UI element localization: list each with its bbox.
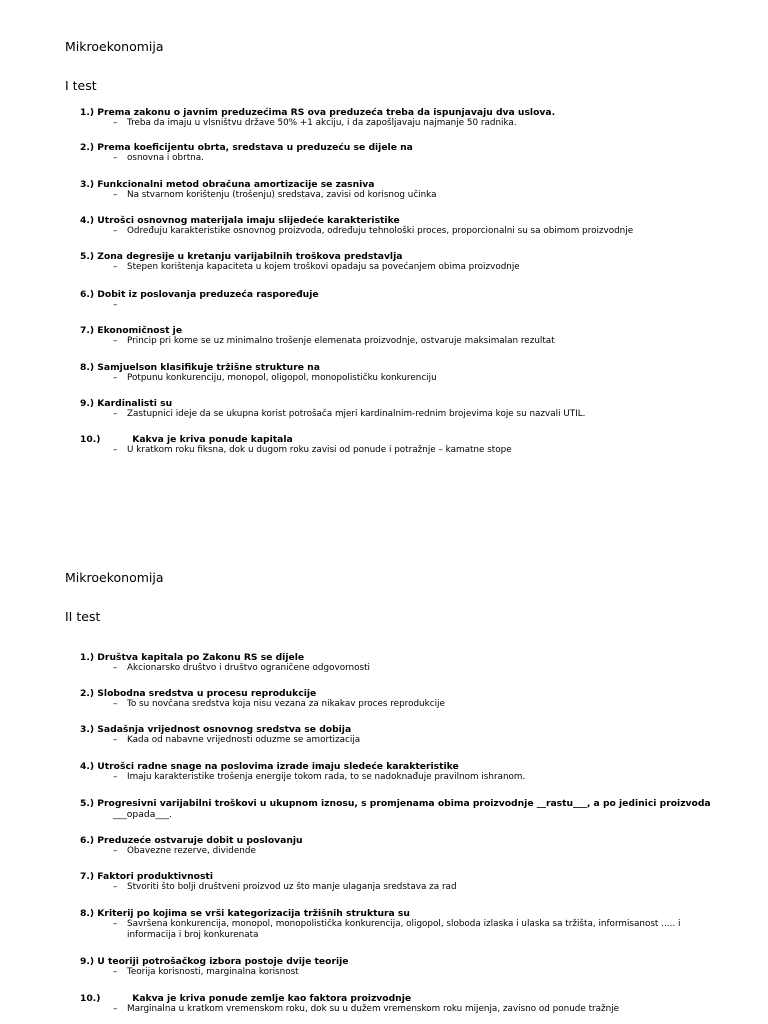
dash-bullet: – (113, 336, 118, 346)
answer-line (80, 663, 703, 674)
question-text: Preduzeće ostvaruje dobit u poslovanju (97, 835, 303, 846)
question-item (80, 179, 700, 201)
answer-text: Savršena konkurencija, monopol, monopolistička konkurencija, oligopol, sloboda izlaska i ulaska sa tržišta, informisanost ..... i (127, 919, 681, 929)
question-number: 8.) (80, 362, 95, 373)
question-item (80, 956, 700, 978)
answer-line (80, 262, 703, 273)
dash-bullet: – (113, 919, 118, 929)
dash-bullet: – (113, 735, 118, 745)
answer-line (80, 336, 703, 347)
answer-text: Određuju karakteristike osnovnog proizvoda, određuju tehnološki proces, proporcionalni su sa obimom proizvodnje (127, 226, 634, 236)
answer-text: Akcionarsko društvo i društvo ograničene odgovornosti (127, 663, 370, 673)
question-item (80, 724, 700, 746)
question-item (80, 652, 700, 674)
answer-line (80, 919, 703, 941)
question-heading (80, 215, 700, 226)
question-number: 9.) (80, 398, 95, 409)
question-item (80, 835, 700, 857)
question-item (80, 908, 700, 941)
answer-text: osnovna i obrtna. (127, 153, 204, 163)
question-text: Slobodna sredstva u procesu reprodukcije (97, 688, 317, 699)
answer-text: Treba da imaju u vlsništvu države 50% +1 akciju, i da zapošljavaju najmanje 50 radnika. (127, 118, 517, 128)
question-item (80, 251, 700, 273)
question-number: 1.) (80, 107, 95, 118)
question-heading (80, 724, 700, 735)
dash-bullet: – (113, 663, 118, 673)
dash-bullet: – (113, 153, 118, 163)
question-text: Prema zakonu o javnim preduzećima RS ova preduzeća treba da ispunjavaju dva uslova. (97, 107, 556, 118)
question-number: 10.) (80, 434, 101, 445)
question-text: Utrošci osnovnog materijala imaju slijedeće karakteristike (97, 215, 400, 226)
answer-line (80, 153, 703, 164)
question-text: Ekonomičnost je (97, 325, 183, 336)
answer-text: To su novčana sredstva koja nisu vezana za nikakav proces reprodukcije (127, 699, 445, 709)
question-number: 8.) (80, 908, 95, 919)
question-number: 1.) (80, 652, 95, 663)
question-number: 5.) (80, 798, 95, 809)
question-item (80, 434, 700, 456)
answer-line (80, 1004, 703, 1015)
question-number: 2.) (80, 688, 95, 699)
question-text: Utrošci radne snage na poslovima izrade imaju sledeće karakteristike (97, 761, 459, 772)
answer-line (80, 772, 703, 783)
question-heading (80, 835, 700, 846)
answer-text: Potpunu konkurenciju, monopol, oligopol, monopolističku konkurenciju (127, 373, 437, 383)
document-subject-title: Mikroekonomija (65, 39, 164, 54)
question-heading (80, 761, 700, 772)
dash-bullet: – (113, 445, 118, 455)
answer-text: Imaju karakteristike trošenja energije tokom rada, to se nadoknađuje pravilnom ishranom. (127, 772, 526, 782)
question-number: 9.) (80, 956, 95, 967)
question-item (80, 398, 700, 420)
question-number: 2.) (80, 142, 95, 153)
document-subject-title: Mikroekonomija (65, 570, 164, 585)
answer-text: Zastupnici ideje da se ukupna korist potrošača mjeri kardinalnim-rednim brojevima koje su nazvali UTIL. (127, 409, 586, 419)
question-text: Dobit iz poslovanja preduzeća raspoređuje (97, 289, 319, 300)
question-heading (80, 688, 700, 699)
question-heading (80, 798, 711, 809)
answer-text: Princip pri kome se uz minimalno trošenje elemenata proizvodnje, ostvaruje maksimalan rezultat (127, 336, 555, 346)
question-number: 5.) (80, 251, 95, 262)
dash-bullet: – (113, 118, 118, 128)
question-number: 7.) (80, 871, 95, 882)
dash-bullet: – (113, 262, 118, 272)
question-heading (80, 956, 700, 967)
question-item (80, 362, 700, 384)
question-heading (80, 652, 700, 663)
question-item (80, 993, 700, 1015)
answer-line (80, 118, 703, 129)
question-item (80, 142, 700, 164)
answer-line (80, 846, 703, 857)
dash-bullet: – (113, 846, 118, 856)
question-text: Funkcionalni metod obračuna amortizacije se zasniva (97, 179, 375, 190)
question-item (80, 289, 700, 311)
question-number: 3.) (80, 724, 95, 735)
answer-line (80, 699, 703, 710)
question-item (80, 215, 700, 237)
answer-line (80, 300, 703, 311)
question-text: Progresivni varijabilni troškovi u ukupnom iznosu, s promjenama obima proizvodnje __rastu___, a po jedinici proizvoda (97, 798, 711, 809)
question-number: 6.) (80, 289, 95, 300)
answer-text: Marginalna u kratkom vremenskom roku, dok su u dužem vremenskom roku mijenja, zavisno od ponude tražnje (127, 1004, 620, 1014)
question-heading (80, 398, 700, 409)
dash-bullet: – (113, 300, 118, 310)
question-heading (80, 362, 700, 373)
answer-text: Kada od nabavne vrijednosti oduzme se amortizacija (127, 735, 361, 745)
answer-text: Teorija korisnosti, marginalna korisnost (127, 967, 299, 977)
question-text: Samjuelson klasifikuje tržišne strukture na (97, 362, 320, 373)
answer-line (80, 373, 703, 384)
question-item (80, 761, 700, 783)
answer-text-continuation: informacija i broj konkurenata (127, 930, 259, 940)
question-text: Zona degresije u kretanju varijabilnih troškova predstavlja (97, 251, 403, 262)
question-heading (80, 325, 700, 336)
question-number: 6.) (80, 835, 95, 846)
question-number: 3.) (80, 179, 95, 190)
question-heading (80, 179, 700, 190)
answer-text: Obavezne rezerve, dividende (127, 846, 256, 856)
answer-text (113, 300, 703, 311)
dash-bullet: – (113, 373, 118, 383)
question-heading (80, 251, 700, 262)
answer-text: Stepen korištenja kapaciteta u kojem troškovi opadaju sa povećanjem obima proizvodnje (127, 262, 520, 272)
dash-bullet: – (113, 882, 118, 892)
question-item (80, 871, 700, 893)
question-heading (80, 993, 700, 1004)
dash-bullet: – (113, 190, 118, 200)
answer-line (80, 967, 703, 978)
answer-line (80, 409, 703, 420)
question-text: Faktori produktivnosti (97, 871, 213, 882)
question-number: 4.) (80, 761, 95, 772)
question-text: Kakva je kriva ponude zemlje kao faktora proizvodnje (132, 993, 412, 1004)
answer-line (80, 735, 703, 746)
answer-text: Stvoriti što bolji društveni proizvod uz što manje ulaganja sredstava za rad (127, 882, 457, 892)
dash-bullet: – (113, 226, 118, 236)
answer-text: U kratkom roku fiksna, dok u dugom roku zavisi od ponude i potražnje – kamatne stope (127, 445, 512, 455)
dash-bullet: – (113, 409, 118, 419)
dash-bullet: – (113, 967, 118, 977)
question-text: Kakva je kriva ponude kapitala (132, 434, 293, 445)
question-item (80, 798, 711, 820)
question-number: 10.) (80, 993, 101, 1004)
question-text: Sadašnja vrijednost osnovnog sredstva se dobija (97, 724, 352, 735)
dash-bullet: – (113, 772, 118, 782)
answer-line (80, 226, 703, 237)
question-text: U teoriji potrošačkog izbora postoje dvije teorije (97, 956, 349, 967)
dash-bullet: – (113, 1004, 118, 1014)
question-heading (80, 289, 700, 300)
question-text: Društva kapitala po Zakonu RS se dijele (97, 652, 305, 663)
question-text-continuation (80, 809, 700, 820)
answer-line (80, 445, 703, 456)
question-item (80, 325, 700, 347)
answer-text: Na stvarnom korištenju (trošenju) sredstava, zavisi od korisnog učinka (127, 190, 437, 200)
question-number: 4.) (80, 215, 95, 226)
question-text: Kriterij po kojima se vrši kategorizacija tržišnih struktura su (97, 908, 410, 919)
test-title: II test (65, 609, 101, 624)
answer-line (80, 190, 703, 201)
test-title: I test (65, 78, 97, 93)
question-item (80, 688, 700, 710)
question-heading (80, 142, 700, 153)
question-heading (80, 107, 700, 118)
question-text: Prema koeficijentu obrta, sredstava u preduzeću se dijele na (97, 142, 413, 153)
question-number: 7.) (80, 325, 95, 336)
question-item (80, 107, 700, 129)
answer-line (80, 882, 703, 893)
dash-bullet: – (113, 699, 118, 709)
question-heading (80, 908, 700, 919)
question-heading (80, 434, 700, 445)
question-heading (80, 871, 700, 882)
question-text: Kardinalisti su (97, 398, 173, 409)
fill-in-answer: ___opada___. (113, 809, 173, 820)
